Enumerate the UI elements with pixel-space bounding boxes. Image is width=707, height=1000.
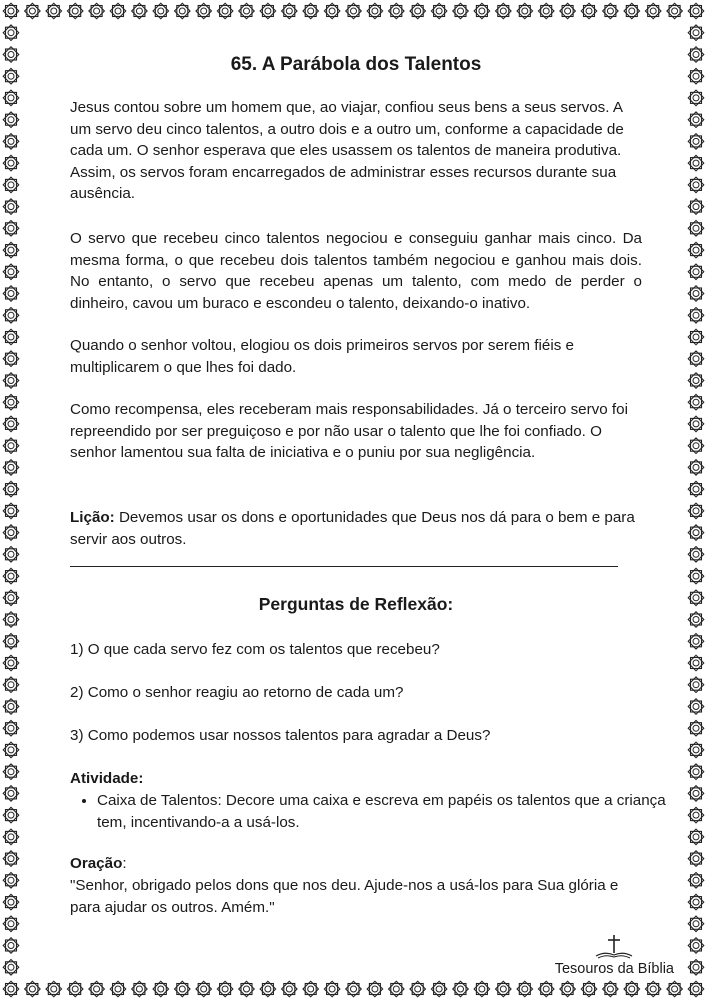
border-ornament (3, 155, 19, 171)
prayer-heading (70, 853, 642, 875)
border-ornament (410, 3, 426, 19)
prayer-colon: : (122, 855, 127, 872)
border-ornament (688, 221, 704, 237)
border-ornament (496, 981, 512, 997)
border-ornament (3, 655, 19, 671)
divider-line (70, 566, 618, 567)
prayer-text: "Senhor, obrigado pelos dons que nos deu. Ajude-nos a usá-los para Sua glória e para ajudar os outros. Amém." (70, 877, 619, 916)
border-ornament (217, 3, 233, 19)
border-ornament (560, 981, 576, 997)
border-ornament (688, 155, 704, 171)
border-ornament (3, 134, 19, 150)
border-ornament (624, 981, 640, 997)
border-ornament (3, 764, 19, 780)
border-ornament (688, 634, 704, 650)
border-ornament (410, 981, 426, 997)
border-ornament (688, 351, 704, 367)
border-ornament (453, 981, 469, 997)
border-ornament (3, 525, 19, 541)
border-ornament (3, 68, 19, 84)
border-ornament (688, 786, 704, 802)
border-ornament (688, 851, 704, 867)
border-ornament (89, 981, 105, 997)
border-ornament (3, 481, 19, 497)
border-ornament (3, 373, 19, 389)
border-ornament (688, 742, 704, 758)
border-ornament (324, 3, 340, 19)
border-ornament (3, 612, 19, 628)
border-ornament (3, 916, 19, 932)
border-ornament (645, 981, 661, 997)
border-ornament (3, 699, 19, 715)
border-ornament (110, 981, 126, 997)
border-ornament (688, 894, 704, 910)
border-ornament (303, 3, 319, 19)
story-paragraph-3: Quando o senhor voltou, elogiou os dois primeiros servos por serem fiéis e multiplicarem o que lhes foi dado. (70, 337, 574, 376)
border-ornament (688, 394, 704, 410)
border-ornament (496, 3, 512, 19)
border-ornament (688, 68, 704, 84)
border-ornament (3, 960, 19, 976)
border-ornament (260, 981, 276, 997)
border-ornament (3, 177, 19, 193)
border-ornament (3, 264, 19, 280)
border-ornament (538, 3, 554, 19)
border-ornament (688, 568, 704, 584)
border-ornament (603, 981, 619, 997)
border-ornament (645, 3, 661, 19)
story-paragraph-1: Jesus contou sobre um homem que, ao viajar, confiou seus bens a seus servos. A um servo deu cinco talentos, a outro dois e a outro um, conforme a capacidade de cada um. O senhor esperava que eles usassem os talentos de maneira produtiva. Assim, os servos foram encarregados de administrar esses recursos durante sua ausência. (70, 99, 624, 202)
border-ornament (389, 3, 405, 19)
border-ornament (3, 90, 19, 106)
cross-book-icon (592, 934, 636, 960)
border-ornament (324, 981, 340, 997)
border-ornament (3, 112, 19, 128)
border-ornament (3, 829, 19, 845)
border-ornament (3, 394, 19, 410)
border-ornament (688, 612, 704, 628)
border-ornament (3, 851, 19, 867)
reflection-title: Perguntas de Reflexão: (258, 594, 454, 614)
border-ornament (3, 460, 19, 476)
border-ornament (3, 199, 19, 215)
border-ornament (67, 981, 83, 997)
border-ornament (3, 329, 19, 345)
border-ornament (67, 3, 83, 19)
border-ornament (346, 981, 362, 997)
prayer-label: Oração (70, 855, 123, 872)
border-ornament (132, 981, 148, 997)
reflection-question-1: 1) O que cada servo fez com os talentos que recebeu? (70, 641, 440, 658)
border-ornament (688, 308, 704, 324)
border-ornament (3, 568, 19, 584)
border-ornament (132, 3, 148, 19)
border-ornament (260, 3, 276, 19)
lesson-text: Devemos usar os dons e oportunidades que Deus nos dá para o bem e para servir aos outros. (70, 509, 635, 548)
border-ornament (3, 590, 19, 606)
border-ornament (688, 47, 704, 63)
border-ornament (3, 894, 19, 910)
border-ornament (367, 3, 383, 19)
border-ornament (431, 3, 447, 19)
border-ornament (688, 503, 704, 519)
border-ornament (688, 242, 704, 258)
border-ornament (688, 829, 704, 845)
border-ornament (3, 286, 19, 302)
border-ornament (688, 438, 704, 454)
border-ornament (688, 655, 704, 671)
border-ornament (603, 3, 619, 19)
border-ornament (3, 981, 19, 997)
border-ornament (239, 981, 255, 997)
lesson-block (70, 507, 642, 550)
border-ornament (688, 134, 704, 150)
border-ornament (25, 3, 41, 19)
border-ornament (3, 720, 19, 736)
border-ornament (282, 3, 298, 19)
border-ornament (196, 981, 212, 997)
border-ornament (688, 481, 704, 497)
brand-logo (555, 934, 674, 977)
border-ornament (688, 177, 704, 193)
border-ornament (3, 416, 19, 432)
border-ornament (517, 981, 533, 997)
activity-list (70, 790, 669, 833)
border-ornament (581, 981, 597, 997)
border-ornament (474, 981, 490, 997)
border-ornament (89, 3, 105, 19)
border-ornament (3, 47, 19, 63)
border-ornament (667, 981, 683, 997)
border-ornament (688, 90, 704, 106)
border-ornament (667, 3, 683, 19)
border-ornament (688, 699, 704, 715)
border-ornament (688, 764, 704, 780)
page-title: 65. A Parábola dos Talentos (230, 54, 482, 75)
border-ornament (3, 677, 19, 693)
border-ornament (688, 807, 704, 823)
border-ornament (688, 960, 704, 976)
border-ornament (474, 3, 490, 19)
border-ornament (239, 3, 255, 19)
border-ornament (688, 460, 704, 476)
border-ornament (3, 242, 19, 258)
border-ornament (367, 981, 383, 997)
border-ornament (431, 981, 447, 997)
border-ornament (688, 547, 704, 563)
border-ornament (3, 547, 19, 563)
border-ornament (688, 3, 704, 19)
border-ornament (688, 981, 704, 997)
border-ornament (110, 3, 126, 19)
story-paragraph-4: Como recompensa, eles receberam mais responsabilidades. Já o terceiro servo foi repreendido por ser preguiçoso e por não usar o talento que lhe foi confiado. O senhor lamentou sua falta de iniciativa e o puniu por sua negligência. (70, 401, 628, 461)
border-ornament (3, 873, 19, 889)
border-ornament (3, 308, 19, 324)
border-ornament (688, 199, 704, 215)
border-ornament (153, 3, 169, 19)
border-ornament (3, 503, 19, 519)
border-ornament (3, 351, 19, 367)
border-ornament (3, 221, 19, 237)
border-ornament (346, 3, 362, 19)
border-ornament (175, 3, 191, 19)
border-ornament (688, 590, 704, 606)
activity-label: Atividade: (70, 770, 144, 787)
border-ornament (3, 25, 19, 41)
border-ornament (453, 3, 469, 19)
border-ornament (560, 3, 576, 19)
lesson-label: Lição: (70, 509, 115, 526)
border-ornament (3, 807, 19, 823)
border-ornament (688, 264, 704, 280)
border-ornament (688, 677, 704, 693)
border-ornament (688, 112, 704, 128)
border-ornament (46, 981, 62, 997)
border-ornament (3, 742, 19, 758)
border-ornament (3, 786, 19, 802)
border-ornament (517, 3, 533, 19)
border-ornament (153, 981, 169, 997)
border-ornament (688, 286, 704, 302)
border-ornament (175, 981, 191, 997)
border-ornament (624, 3, 640, 19)
border-ornament (688, 720, 704, 736)
border-ornament (688, 25, 704, 41)
activity-item: • Caixa de Talentos: Decore uma caixa e escreva em papéis os talentos que a criança tem, incentivando-a a usá-los. (97, 790, 669, 833)
border-ornament (3, 438, 19, 454)
border-ornament (3, 3, 19, 19)
border-ornament (688, 916, 704, 932)
border-ornament (303, 981, 319, 997)
border-ornament (688, 525, 704, 541)
border-ornament (581, 3, 597, 19)
border-ornament (46, 3, 62, 19)
border-ornament (688, 416, 704, 432)
border-ornament (25, 981, 41, 997)
border-ornament (538, 981, 554, 997)
border-ornament (3, 634, 19, 650)
border-ornament (217, 981, 233, 997)
border-ornament (196, 3, 212, 19)
story-paragraph-2: O servo que recebeu cinco talentos negociou e conseguiu ganhar mais cinco. Da mesma forma, o que recebeu dois talentos também negociou e ganhou mais dois. No entanto, o servo que recebeu apenas um talento, com medo de perder o dinheiro, cavou um buraco e escondeu o talento, deixando-o inativo. (70, 230, 642, 312)
border-ornament (688, 873, 704, 889)
reflection-question-2: 2) Como o senhor reagiu ao retorno de cada um? (70, 684, 404, 701)
border-ornament (688, 938, 704, 954)
border-ornament (389, 981, 405, 997)
border-ornament (282, 981, 298, 997)
border-ornament (688, 329, 704, 345)
reflection-question-3: 3) Como podemos usar nossos talentos para agradar a Deus? (70, 727, 491, 744)
border-ornament (688, 373, 704, 389)
border-ornament (3, 938, 19, 954)
brand-name: Tesouros da Bíblia (554, 961, 674, 977)
